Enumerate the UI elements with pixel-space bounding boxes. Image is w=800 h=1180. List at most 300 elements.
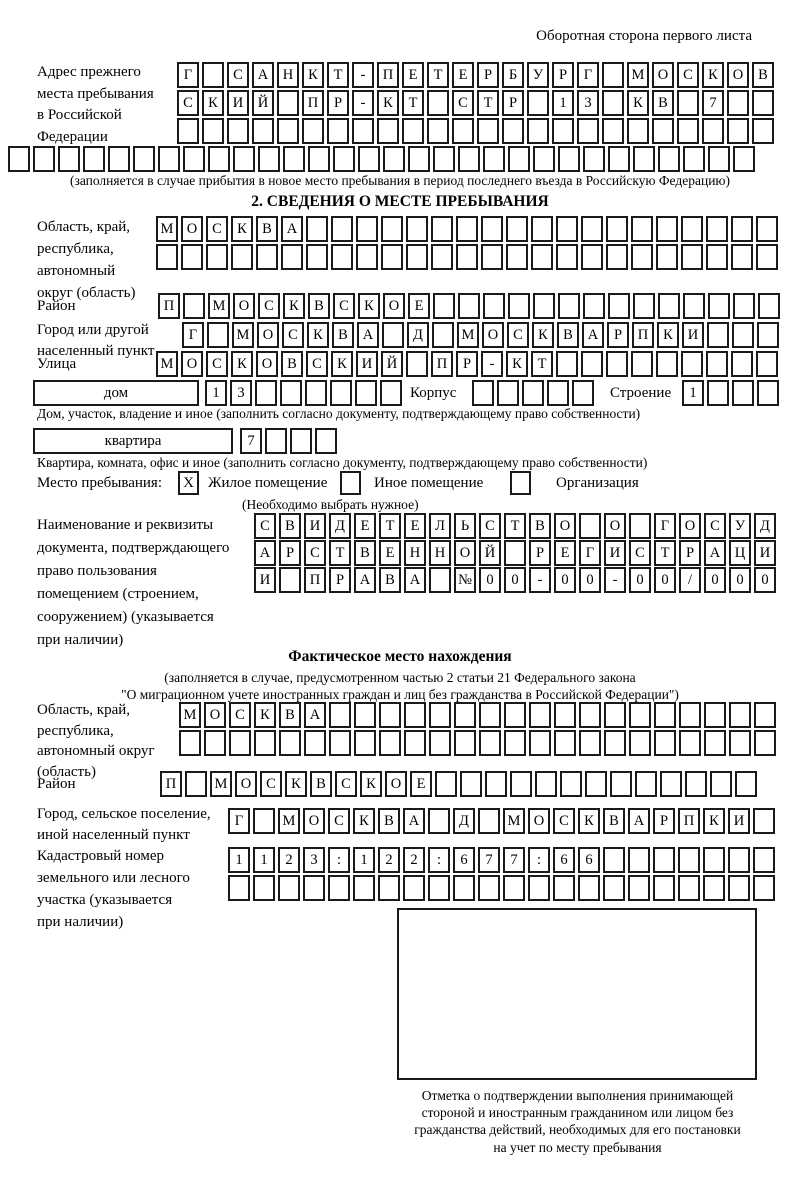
char-cell — [330, 380, 352, 406]
char-cell — [754, 702, 776, 728]
char-cell — [353, 875, 375, 901]
char-cell: С — [282, 322, 304, 348]
char-cell — [731, 351, 753, 377]
char-cell: Е — [554, 540, 576, 566]
char-cell — [208, 146, 230, 172]
char-cell — [604, 730, 626, 756]
char-cell — [631, 244, 653, 270]
char-cell: О — [679, 513, 701, 539]
char-cell — [656, 351, 678, 377]
char-cell: С — [452, 90, 474, 116]
char-cell — [752, 90, 774, 116]
char-cell — [181, 244, 203, 270]
gorod2-label: Город, сельское поселение, иной населенный пункт — [37, 806, 211, 843]
char-cell — [506, 216, 528, 242]
char-cell: П — [632, 322, 654, 348]
char-cell: А — [304, 702, 326, 728]
char-cell: К — [331, 351, 353, 377]
gorod-label: Город или другой населенный пункт — [37, 322, 155, 359]
char-cell — [535, 771, 557, 797]
char-cell: Д — [329, 513, 351, 539]
char-cell: С — [479, 513, 501, 539]
char-cell: А — [628, 808, 650, 834]
char-cell — [707, 322, 729, 348]
char-cell: О — [528, 808, 550, 834]
char-cell — [627, 118, 649, 144]
char-cell: К — [358, 293, 380, 319]
char-cell: 0 — [704, 567, 726, 593]
section3-note: (заполняется в случае, предусмотренном частью 2 статьи 21 Федерального закона "О миграционном учете иностранных граждан и лиц без гражданства в Российской Федерации") — [121, 670, 679, 702]
char-cell — [608, 293, 630, 319]
char-cell: С — [206, 216, 228, 242]
char-cell: Д — [407, 322, 429, 348]
char-cell — [658, 146, 680, 172]
char-cell — [756, 244, 778, 270]
char-cell: В — [281, 351, 303, 377]
char-cell: К — [578, 808, 600, 834]
char-cell: 1 — [552, 90, 574, 116]
char-cell: К — [703, 808, 725, 834]
char-cell — [202, 62, 224, 88]
char-cell — [529, 730, 551, 756]
char-cell: С — [254, 513, 276, 539]
char-cell — [331, 216, 353, 242]
char-cell: О — [303, 808, 325, 834]
char-cell — [265, 428, 287, 454]
char-cell — [355, 380, 377, 406]
char-cell: М — [503, 808, 525, 834]
char-cell — [529, 702, 551, 728]
oblast-row-2 — [156, 244, 781, 270]
char-cell — [753, 875, 775, 901]
char-cell: О — [727, 62, 749, 88]
raion2-row — [160, 771, 760, 797]
dom-cells — [205, 380, 405, 406]
char-cell: О — [385, 771, 407, 797]
char-cell: А — [254, 540, 276, 566]
char-cell — [358, 146, 380, 172]
char-cell — [585, 771, 607, 797]
char-cell: О — [181, 216, 203, 242]
raion-row — [158, 293, 783, 319]
char-cell — [602, 90, 624, 116]
char-cell — [579, 730, 601, 756]
char-cell: С — [328, 808, 350, 834]
char-cell — [503, 875, 525, 901]
char-cell — [481, 244, 503, 270]
char-cell — [158, 146, 180, 172]
char-cell — [306, 244, 328, 270]
char-cell — [333, 146, 355, 172]
char-cell — [629, 702, 651, 728]
char-cell: № — [454, 567, 476, 593]
char-cell: К — [657, 322, 679, 348]
char-cell — [678, 875, 700, 901]
char-cell — [256, 244, 278, 270]
char-cell: Д — [754, 513, 776, 539]
char-cell — [685, 771, 707, 797]
char-cell: К — [285, 771, 307, 797]
char-cell — [581, 351, 603, 377]
char-cell — [604, 702, 626, 728]
kadastr-row-2 — [228, 875, 778, 901]
char-cell: Ц — [729, 540, 751, 566]
char-cell: 7 — [240, 428, 262, 454]
char-cell — [428, 808, 450, 834]
char-cell: С — [629, 540, 651, 566]
char-cell — [681, 351, 703, 377]
char-cell: : — [328, 847, 350, 873]
char-cell: А — [403, 808, 425, 834]
char-cell: А — [582, 322, 604, 348]
char-cell — [654, 730, 676, 756]
char-cell — [156, 244, 178, 270]
char-cell: 6 — [578, 847, 600, 873]
char-cell — [379, 702, 401, 728]
char-cell — [554, 730, 576, 756]
char-cell: К — [283, 293, 305, 319]
char-cell: В — [310, 771, 332, 797]
char-cell — [427, 90, 449, 116]
char-cell — [331, 244, 353, 270]
char-cell — [277, 90, 299, 116]
char-cell: 1 — [682, 380, 704, 406]
char-cell — [531, 244, 553, 270]
char-cell — [677, 118, 699, 144]
char-cell: Г — [182, 322, 204, 348]
char-cell — [454, 730, 476, 756]
document-row-2 — [254, 540, 779, 566]
char-cell: К — [254, 702, 276, 728]
dom-box-label: дом — [33, 380, 199, 406]
char-cell: О — [256, 351, 278, 377]
char-cell — [428, 875, 450, 901]
char-cell — [431, 244, 453, 270]
oblast2-label: Область, край, республика, автономный округ (область) — [37, 702, 155, 780]
char-cell — [732, 380, 754, 406]
char-cell: И — [682, 322, 704, 348]
checkbox-inoe — [340, 471, 361, 495]
char-cell: Е — [408, 293, 430, 319]
section3-title: Фактическое место нахождения — [288, 648, 512, 665]
char-cell: О — [383, 293, 405, 319]
korpus-label: Корпус — [410, 385, 457, 401]
prev-address-label: Адрес прежнего места пребывания в Российской Федерации — [37, 64, 154, 145]
char-cell — [279, 567, 301, 593]
char-cell — [710, 771, 732, 797]
char-cell — [756, 216, 778, 242]
char-cell — [253, 875, 275, 901]
char-cell — [581, 216, 603, 242]
char-cell — [704, 702, 726, 728]
char-cell — [681, 244, 703, 270]
char-cell — [656, 216, 678, 242]
char-cell: П — [160, 771, 182, 797]
char-cell: 3 — [230, 380, 252, 406]
char-cell: 2 — [278, 847, 300, 873]
char-cell — [633, 146, 655, 172]
char-cell — [731, 216, 753, 242]
char-cell — [377, 118, 399, 144]
char-cell — [608, 146, 630, 172]
char-cell: А — [354, 567, 376, 593]
char-cell — [403, 875, 425, 901]
char-cell — [381, 216, 403, 242]
char-cell — [327, 118, 349, 144]
char-cell — [679, 730, 701, 756]
char-cell — [757, 380, 779, 406]
char-cell — [758, 293, 780, 319]
char-cell: К — [231, 351, 253, 377]
char-cell — [508, 293, 530, 319]
char-cell: К — [353, 808, 375, 834]
char-cell: Е — [354, 513, 376, 539]
char-cell — [204, 730, 226, 756]
char-cell — [305, 380, 327, 406]
char-cell: Е — [379, 540, 401, 566]
char-cell — [583, 146, 605, 172]
char-cell — [708, 293, 730, 319]
char-cell: Л — [429, 513, 451, 539]
char-cell — [506, 244, 528, 270]
char-cell: О — [257, 322, 279, 348]
char-cell — [527, 90, 549, 116]
char-cell: О — [233, 293, 255, 319]
char-cell — [556, 216, 578, 242]
char-cell: И — [604, 540, 626, 566]
char-cell: А — [704, 540, 726, 566]
char-cell — [290, 428, 312, 454]
char-cell: В — [378, 808, 400, 834]
char-cell: В — [557, 322, 579, 348]
kvartira-cells — [240, 428, 340, 454]
char-cell — [328, 875, 350, 901]
char-cell — [652, 118, 674, 144]
char-cell — [329, 730, 351, 756]
char-cell — [408, 146, 430, 172]
char-cell — [628, 875, 650, 901]
char-cell: 1 — [253, 847, 275, 873]
char-cell — [631, 351, 653, 377]
char-cell — [510, 771, 532, 797]
raion-label: Район — [37, 298, 76, 314]
char-cell — [729, 702, 751, 728]
char-cell: Б — [502, 62, 524, 88]
char-cell — [380, 380, 402, 406]
char-cell: Т — [531, 351, 553, 377]
char-cell: И — [728, 808, 750, 834]
char-cell: И — [227, 90, 249, 116]
stroenie-cells — [682, 380, 782, 406]
char-cell — [481, 216, 503, 242]
char-cell — [606, 216, 628, 242]
char-cell — [456, 216, 478, 242]
char-cell — [547, 380, 569, 406]
char-cell — [255, 380, 277, 406]
char-cell — [628, 847, 650, 873]
char-cell — [497, 380, 519, 406]
ulitsa-label: Улица — [37, 356, 77, 372]
char-cell: С — [229, 702, 251, 728]
char-cell: Р — [456, 351, 478, 377]
char-cell — [8, 146, 30, 172]
char-cell: Т — [504, 513, 526, 539]
char-cell: 0 — [554, 567, 576, 593]
char-cell — [185, 771, 207, 797]
section2-title: 2. СВЕДЕНИЯ О МЕСТЕ ПРЕБЫВАНИЯ — [251, 193, 549, 210]
char-cell: И — [754, 540, 776, 566]
char-cell: Р — [679, 540, 701, 566]
char-cell: О — [235, 771, 257, 797]
char-cell — [703, 847, 725, 873]
char-cell: Р — [653, 808, 675, 834]
char-cell: Ь — [454, 513, 476, 539]
char-cell: - — [352, 62, 374, 88]
char-cell — [302, 118, 324, 144]
char-cell — [356, 216, 378, 242]
label-org: Организация — [556, 475, 639, 491]
char-cell: М — [156, 216, 178, 242]
char-cell: Р — [552, 62, 574, 88]
char-cell: Н — [404, 540, 426, 566]
char-cell: Г — [577, 62, 599, 88]
char-cell — [278, 875, 300, 901]
char-cell: У — [527, 62, 549, 88]
prev-address-note: (заполняется в случае прибытия в новое место пребывания в период последнего въезда в Российскую Федерацию) — [69, 173, 731, 188]
header-note: Оборотная сторона первого листа — [536, 28, 752, 44]
char-cell: П — [377, 62, 399, 88]
char-cell: Г — [579, 540, 601, 566]
char-cell — [108, 146, 130, 172]
stamp-note: Отметка о подтверждении выполнения принимающей стороной и иностранным гражданином или лицом без гражданства действий, необходимых для его постановки на учет по месту пребывания — [414, 1088, 741, 1155]
char-cell — [658, 293, 680, 319]
char-cell: : — [528, 847, 550, 873]
char-cell — [429, 702, 451, 728]
char-cell — [277, 118, 299, 144]
char-cell: П — [158, 293, 180, 319]
char-cell: - — [529, 567, 551, 593]
char-cell: Е — [410, 771, 432, 797]
kvartira-note: Квартира, комната, офис и иное (заполнить согласно документу, подтверждающему право собственности) — [37, 455, 648, 470]
char-cell — [456, 244, 478, 270]
char-cell — [354, 730, 376, 756]
char-cell: Й — [479, 540, 501, 566]
char-cell — [732, 322, 754, 348]
char-cell — [727, 118, 749, 144]
char-cell: : — [428, 847, 450, 873]
char-cell: Й — [252, 90, 274, 116]
char-cell: К — [532, 322, 554, 348]
dom-note: Дом, участок, владение и иное (заполнить согласно документу, подтверждающему право собственности) — [37, 406, 641, 421]
char-cell: Т — [477, 90, 499, 116]
char-cell: П — [304, 567, 326, 593]
char-cell: И — [304, 513, 326, 539]
char-cell — [660, 771, 682, 797]
char-cell: К — [231, 216, 253, 242]
char-cell: 0 — [754, 567, 776, 593]
char-cell: 1 — [353, 847, 375, 873]
char-cell — [735, 771, 757, 797]
char-cell — [708, 146, 730, 172]
char-cell: Т — [402, 90, 424, 116]
char-cell — [653, 847, 675, 873]
char-cell — [207, 322, 229, 348]
char-cell: П — [678, 808, 700, 834]
char-cell: Г — [228, 808, 250, 834]
char-cell — [460, 771, 482, 797]
char-cell — [556, 244, 578, 270]
ulitsa-row — [156, 351, 781, 377]
char-cell — [754, 730, 776, 756]
char-cell — [583, 293, 605, 319]
checkbox-zhiloe: X — [178, 471, 199, 495]
char-cell: О — [454, 540, 476, 566]
char-cell: А — [357, 322, 379, 348]
oblast2-row-1 — [179, 702, 779, 728]
char-cell — [706, 351, 728, 377]
char-cell: С — [258, 293, 280, 319]
char-cell — [552, 118, 574, 144]
char-cell: Е — [452, 62, 474, 88]
char-cell — [602, 118, 624, 144]
char-cell: М — [210, 771, 232, 797]
char-cell — [603, 847, 625, 873]
char-cell: Д — [453, 808, 475, 834]
char-cell: 3 — [577, 90, 599, 116]
kvartira-box-label: квартира — [33, 428, 233, 454]
char-cell: 2 — [378, 847, 400, 873]
char-cell — [404, 702, 426, 728]
char-cell: О — [604, 513, 626, 539]
char-cell — [706, 216, 728, 242]
char-cell — [508, 146, 530, 172]
char-cell: Т — [427, 62, 449, 88]
char-cell — [707, 380, 729, 406]
char-cell: С — [704, 513, 726, 539]
char-cell — [703, 875, 725, 901]
char-cell — [533, 293, 555, 319]
char-cell — [677, 90, 699, 116]
char-cell: К — [377, 90, 399, 116]
char-cell — [227, 118, 249, 144]
char-cell: С — [306, 351, 328, 377]
char-cell — [606, 244, 628, 270]
char-cell — [752, 118, 774, 144]
char-cell — [729, 730, 751, 756]
char-cell — [556, 351, 578, 377]
document-label: Наименование и реквизиты документа, подтверждающего право пользования помещением (строением, сооружением) (указывается при наличии) — [37, 517, 230, 648]
char-cell — [602, 62, 624, 88]
char-cell: 6 — [553, 847, 575, 873]
char-cell — [433, 293, 455, 319]
char-cell: М — [278, 808, 300, 834]
char-cell — [231, 244, 253, 270]
char-cell — [356, 244, 378, 270]
char-cell: 0 — [504, 567, 526, 593]
stroenie-label: Строение — [610, 385, 672, 401]
char-cell — [33, 146, 55, 172]
char-cell — [683, 293, 705, 319]
char-cell — [757, 322, 779, 348]
char-cell: - — [481, 351, 503, 377]
char-cell: 6 — [453, 847, 475, 873]
char-cell — [427, 118, 449, 144]
char-cell — [253, 808, 275, 834]
char-cell: 1 — [205, 380, 227, 406]
char-cell: М — [457, 322, 479, 348]
char-cell: А — [252, 62, 274, 88]
char-cell: С — [335, 771, 357, 797]
